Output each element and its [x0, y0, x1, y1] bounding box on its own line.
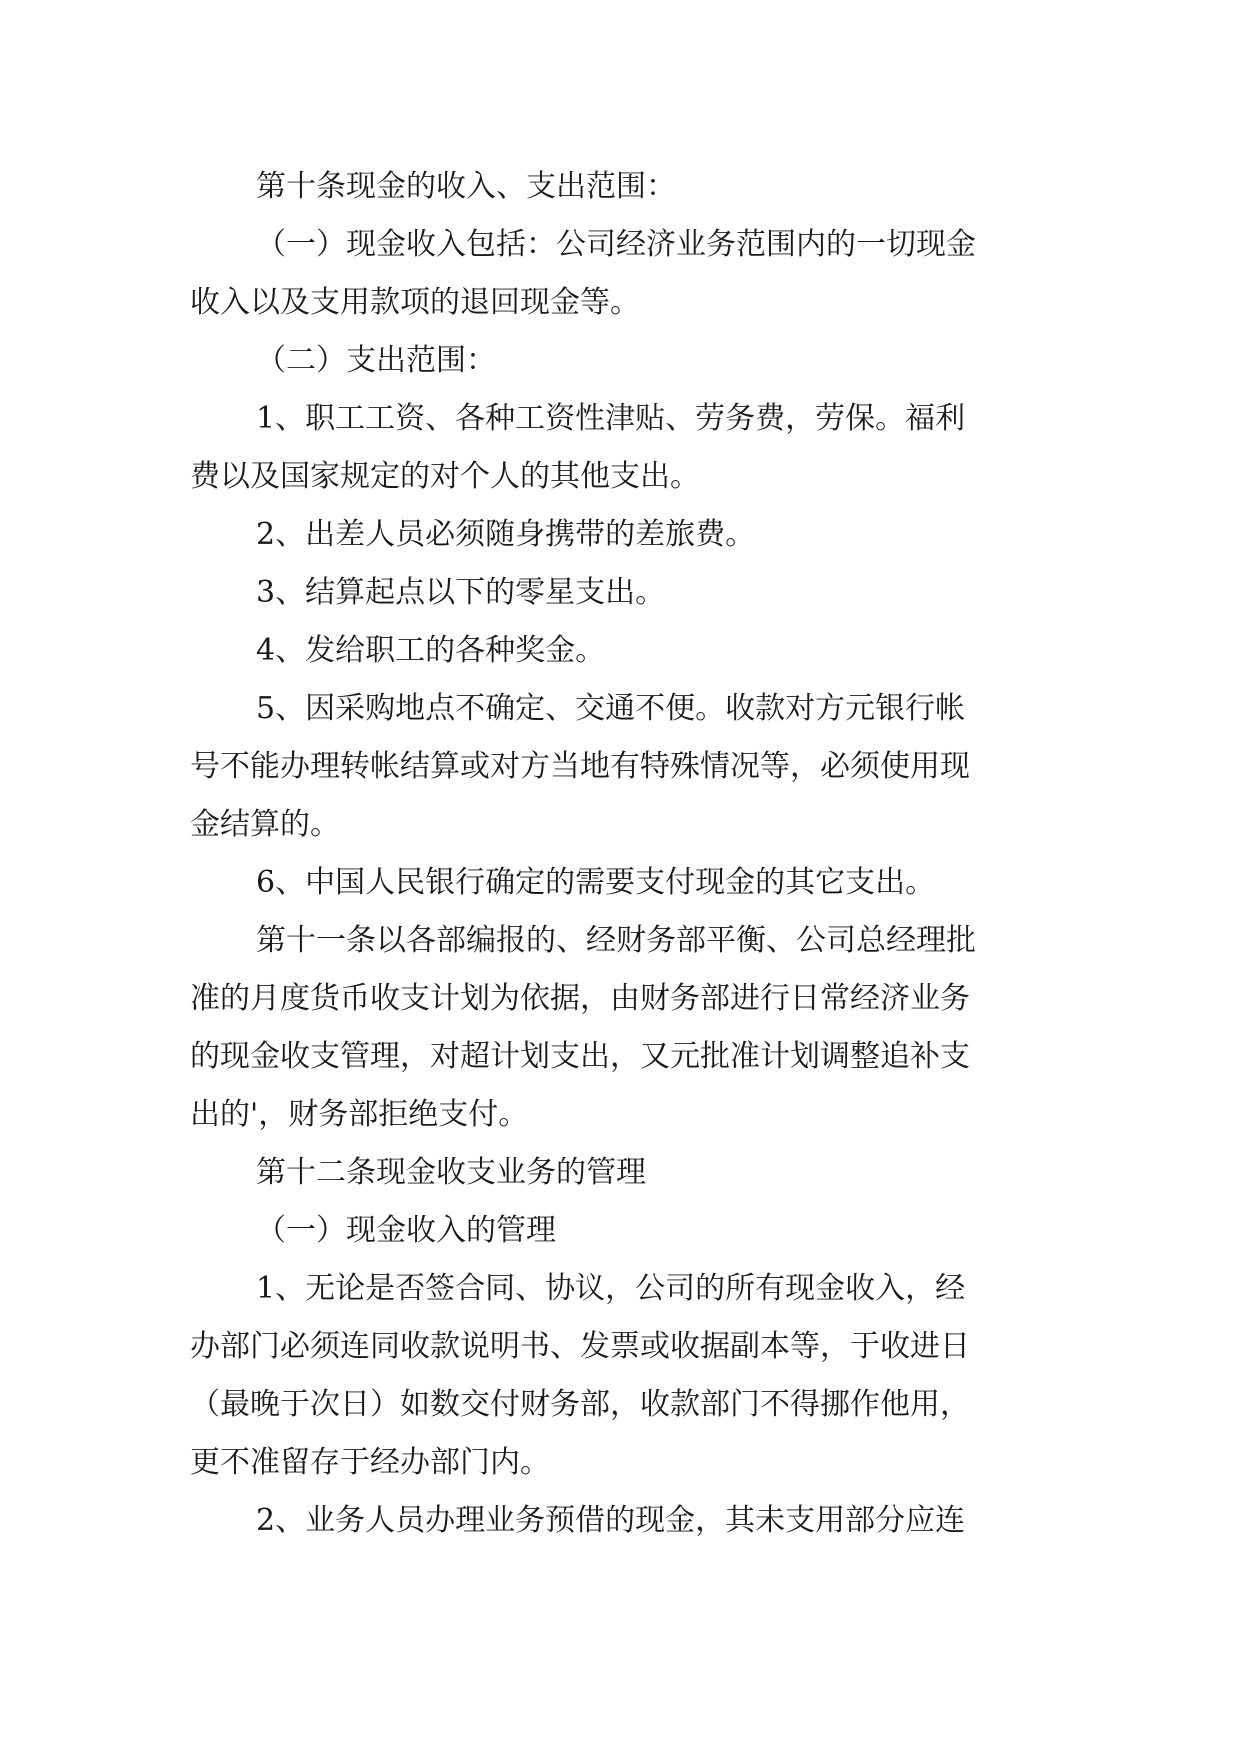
text-line: [0, 796, 1241, 854]
line-text: 第十条现金的收入、支出范围：: [256, 169, 676, 204]
line-text: 第十一条以各部编报的、经财务部平衡、公司总经理批: [256, 923, 976, 958]
line-text: 1、无论是否签合同、协议，公司的所有现金收入，经: [256, 1271, 966, 1306]
text-line: [0, 332, 1241, 390]
line-text: 费以及国家规定的对个人的其他支出。: [190, 459, 700, 494]
text-line: [0, 564, 1241, 622]
text-line: [0, 912, 1241, 970]
text-line: [0, 506, 1241, 564]
text-line: [0, 158, 1241, 216]
line-text: 金结算的。: [190, 807, 340, 842]
line-text: 5、因采购地点不确定、交通不便。收款对方元银行帐: [256, 691, 966, 726]
line-text: 准的月度货币收支计划为依据，由财务部进行日常经济业务: [190, 981, 970, 1016]
text-line: [0, 274, 1241, 332]
line-text: 3、结算起点以下的零星支出。: [256, 575, 666, 610]
text-line: [0, 216, 1241, 274]
line-text: （一）现金收入的管理: [256, 1213, 556, 1248]
line-text: （最晚于次日）如数交付财务部，收款部门不得挪作他用，: [190, 1387, 970, 1422]
text-line: [0, 1260, 1241, 1318]
line-text: 号不能办理转帐结算或对方当地有特殊情况等，必须使用现: [190, 749, 970, 784]
line-text: 第十二条现金收支业务的管理: [256, 1155, 646, 1190]
text-line: [0, 1434, 1241, 1492]
text-line: [0, 1318, 1241, 1376]
text-line: [0, 1202, 1241, 1260]
text-line: [0, 680, 1241, 738]
text-line: [0, 1144, 1241, 1202]
line-text: （一）现金收入包括：公司经济业务范围内的一切现金: [256, 227, 976, 262]
line-text: 收入以及支用款项的退回现金等。: [190, 285, 640, 320]
line-text: 4、发给职工的各种奖金。: [256, 633, 606, 668]
line-text: 2、出差人员必须随身携带的差旅费。: [256, 517, 756, 552]
text-line: [0, 1376, 1241, 1434]
text-line: [0, 970, 1241, 1028]
text-line: [0, 622, 1241, 680]
text-line: [0, 738, 1241, 796]
text-line: [0, 390, 1241, 448]
line-text: （二）支出范围：: [256, 343, 496, 378]
line-text: 更不准留存于经办部门内。: [190, 1445, 550, 1480]
text-line: [0, 448, 1241, 506]
line-text: 办部门必须连同收款说明书、发票或收据副本等，于收进日: [190, 1329, 970, 1364]
line-text: 2、业务人员办理业务预借的现金，其未支用部分应连: [256, 1503, 966, 1538]
text-line: [0, 854, 1241, 912]
text-line: [0, 1086, 1241, 1144]
line-text: 6、中国人民银行确定的需要支付现金的其它支出。: [256, 865, 936, 900]
line-text: 1、职工工资、各种工资性津贴、劳务费，劳保。福利: [256, 401, 966, 436]
text-line: [0, 1028, 1241, 1086]
text-line: [0, 1492, 1241, 1550]
line-text: 出的'，财务部拒绝支付。: [190, 1097, 529, 1132]
line-text: 的现金收支管理，对超计划支出，又元批准计划调整追补支: [190, 1039, 970, 1074]
